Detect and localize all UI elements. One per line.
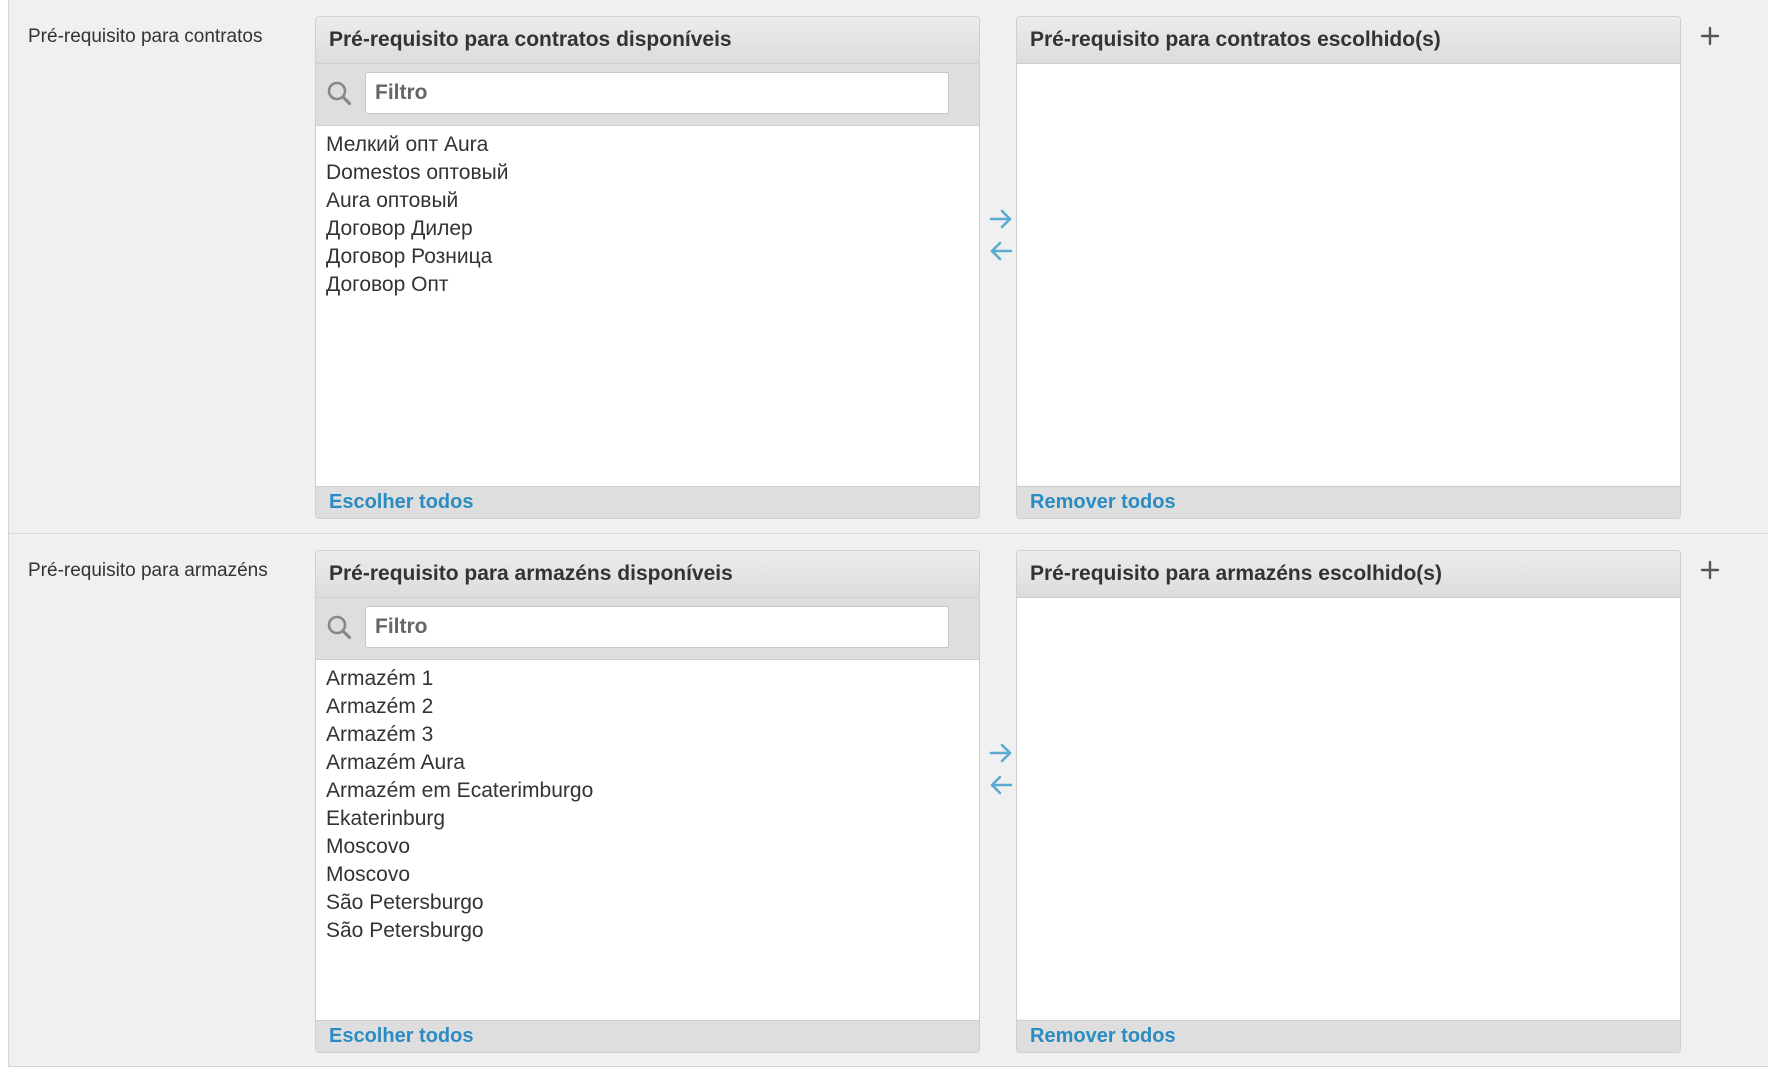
arrow-right-icon[interactable] <box>989 207 1013 231</box>
available-selector <box>315 16 980 519</box>
option-item[interactable]: Domestos оптовый <box>326 161 509 184</box>
option-item[interactable]: Moscovo <box>326 835 411 858</box>
chosen-options-list[interactable] <box>1017 598 1680 1018</box>
filter-input[interactable] <box>365 72 949 114</box>
option-item[interactable]: Договор Розница <box>326 245 493 268</box>
arrow-left-icon[interactable] <box>989 239 1013 263</box>
option-item[interactable]: Armazém 3 <box>326 723 434 746</box>
available-selector <box>315 550 980 1053</box>
row-label: Pré-requisito para armazéns <box>28 560 268 581</box>
available-options-list[interactable] <box>316 126 979 490</box>
choose-all-link[interactable]: Escolher todos <box>316 1020 979 1052</box>
option-item[interactable]: São Petersburgo <box>326 919 484 942</box>
move-controls <box>989 207 1013 277</box>
search-icon <box>327 615 351 639</box>
filter-bar <box>316 598 979 660</box>
arrow-right-icon[interactable] <box>989 741 1013 765</box>
chosen-title: Pré-requisito para armazéns escolhido(s) <box>1017 551 1680 598</box>
option-item[interactable]: Moscovo <box>326 863 411 886</box>
search-icon <box>327 81 351 105</box>
plus-icon[interactable] <box>1699 25 1721 47</box>
option-item[interactable]: Aura оптовый <box>326 189 459 212</box>
chosen-selector <box>1016 550 1681 1053</box>
arrow-left-icon[interactable] <box>989 773 1013 797</box>
chosen-title: Pré-requisito para contratos escolhido(s) <box>1017 17 1680 64</box>
remove-all-link[interactable]: Remover todos <box>1017 486 1680 518</box>
chosen-selector <box>1016 16 1681 519</box>
move-controls <box>989 741 1013 811</box>
option-item[interactable]: Договор Опт <box>326 273 449 296</box>
filter-bar <box>316 64 979 126</box>
option-item[interactable]: Armazém Aura <box>326 751 465 774</box>
option-item[interactable]: Armazém em Ecaterimburgo <box>326 779 594 802</box>
option-item[interactable]: São Petersburgo <box>326 891 484 914</box>
choose-all-link[interactable]: Escolher todos <box>316 486 979 518</box>
available-options-list[interactable] <box>316 660 979 1024</box>
remove-all-link[interactable]: Remover todos <box>1017 1020 1680 1052</box>
form-row-warehouses <box>9 534 1768 1067</box>
plus-icon[interactable] <box>1699 559 1721 581</box>
option-item[interactable]: Мелкий опт Aura <box>326 133 489 156</box>
option-item[interactable]: Ekaterinburg <box>326 807 446 830</box>
row-label: Pré-requisito para contratos <box>28 26 263 47</box>
option-item[interactable]: Договор Дилер <box>326 217 473 240</box>
form-row-contracts <box>9 0 1768 534</box>
option-item[interactable]: Armazém 1 <box>326 667 434 690</box>
available-title: Pré-requisito para contratos disponíveis <box>316 17 979 64</box>
option-item[interactable]: Armazém 2 <box>326 695 434 718</box>
available-title: Pré-requisito para armazéns disponíveis <box>316 551 979 598</box>
filter-form <box>8 0 1768 1067</box>
chosen-options-list[interactable] <box>1017 64 1680 484</box>
filter-input[interactable] <box>365 606 949 648</box>
